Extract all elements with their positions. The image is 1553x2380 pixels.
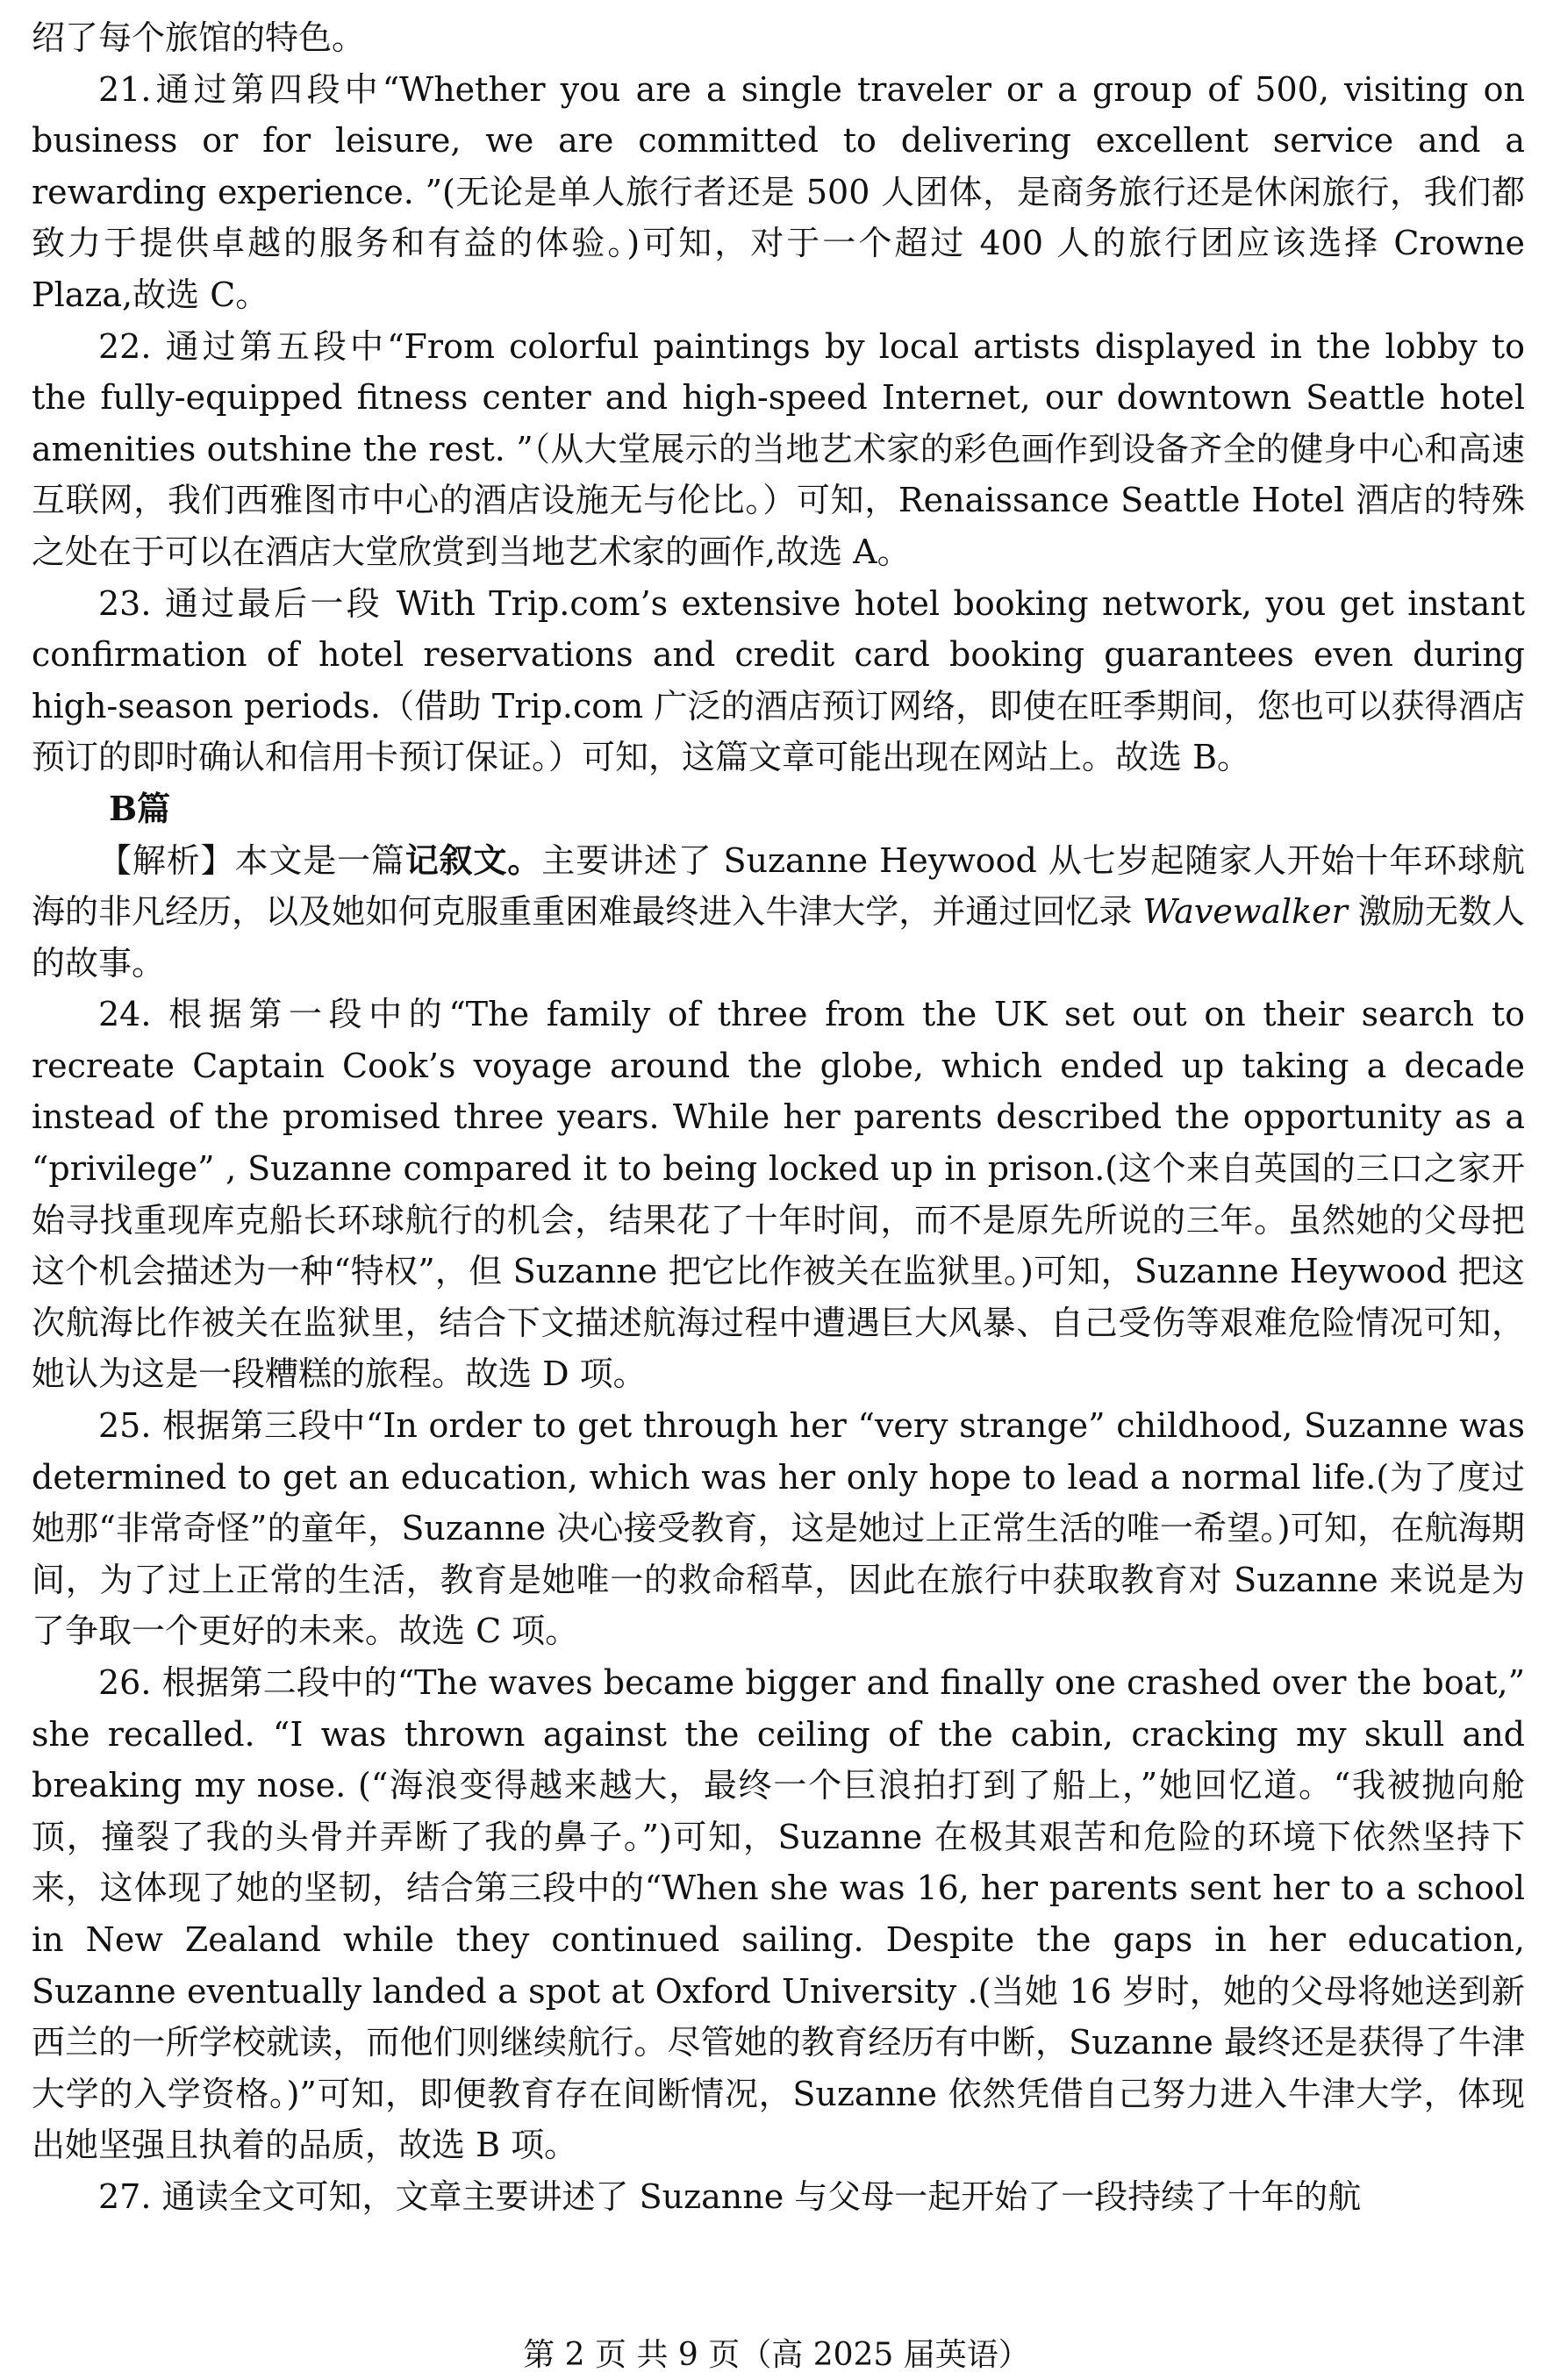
page-footer: 第 2 页 共 9 页（高 2025 届英语） bbox=[523, 2337, 1030, 2373]
analysis-prefix: 【解析】本文是一篇 bbox=[98, 840, 405, 880]
answer-27: 27. 通读全文可知，文章主要讲述了 Suzanne 与父母一起开始了一段持续了十年的航 bbox=[98, 2176, 1362, 2216]
answer-25: 25. 根据第三段中“In order to get through her “very strange” childhood, Suzanne was determined to get an education, which was her only hope to lead a normal life.(为了度过她那“非常奇怪”的童年，Suzanne 决心接受教育，这是她过上正常生活的唯一希望。)可知，在航海期间，为了过上正常的生活，教育是她唯一的救命稻草，因此在旅行中获取教育对 Suzanne 来说是为了争取一个更好的未来。故选 C 项。 bbox=[32, 1406, 1525, 1651]
answer-21: 21.通过第四段中“Whether you are a single traveler or a group of 500, visiting on business or for leisure, we are committed to delivering excellent service and a rewarding experience. ”(无论是单人旅行者还是 500 人团体，是商务旅行还是休闲旅行，我们都致力于提供卓越的服务和有益的体验。)可知，对于一个超过 400 人的旅行团应该选择 Crowne Plaza,故选 C。 bbox=[32, 69, 1525, 314]
analysis-body: 主要讲述了 Suzanne Heywood 从七岁起随家人开始十年环球航海的非凡经历，以及她如何克服重重困难最终进入牛津大学，并通过回忆录 bbox=[32, 840, 1525, 932]
paragraph-continuation: 绍了每个旅馆的特色。 bbox=[32, 18, 366, 57]
section-b-title: B篇 bbox=[109, 788, 171, 828]
analysis-suffix: 激励无数人的故事。 bbox=[32, 892, 1525, 983]
section-b-analysis bbox=[32, 835, 1525, 990]
answer-24: 24. 根据第一段中的“The family of three from the UK set out on their search to recreate Captain Cook’s voyage around the globe, which ended up taking a decade instead of the promised three years. While her parents described the opportunity as a “privilege” , Suzanne compared it to being locked up in prison.(这个来自英国的三口之家开始寻找重现库克船长环球航行的机会，结果花了十年时间，而不是原先所说的三年。虽然她的父母把这个机会描述为一种“特权”，但 Suzanne 把它比作被关在监狱里。)可知，Suzanne Heywood 把这次航海比作被关在监狱里，结合下文描述航海过程中遭遇巨大风暴、自己受伤等艰难危险情况可知，她认为这是一段糟糕的旅程。故选 D 项。 bbox=[32, 995, 1525, 1394]
memoir-title: Wavewalker bbox=[1142, 892, 1348, 932]
analysis-genre: 记叙文。 bbox=[404, 840, 542, 880]
answer-23: 23. 通过最后一段 With Trip.com’s extensive hotel booking network, you get instant confirmation of hotel reservations and credit card booking guarantees even during high-season periods.（借助 Trip.com 广泛的酒店预订网络，即使在旺季期间，您也可以获得酒店预订的即时确认和信用卡预订保证。）可知，这篇文章可能出现在网站上。故选 B。 bbox=[32, 583, 1525, 777]
answer-26: 26. 根据第二段中的“The waves became bigger and finally one crashed over the boat,” she recalled. “I was thrown against the ceiling of the cabin, cracking my skull and breaking my nose. (“海浪变得越来越大，最终一个巨浪拍打到了船上，”她回忆道。“我被抛向舱顶，撞裂了我的头骨并弄断了我的鼻子。”)可知，Suzanne 在极其艰苦和危险的环境下依然坚持下来，这体现了她的坚韧，结合第三段中的“When she was 16, her parents sent her to a school in New Zealand while they continued sailing. Despite the gaps in her education, Suzanne eventually landed a spot at Oxford University .(当她 16 岁时，她的父母将她送到新西兰的一所学校就读，而他们则继续航行。尽管她的教育经历有中断，Suzanne 最终还是获得了牛津大学的入学资格。)”可知，即便教育存在间断情况，Suzanne 依然凭借自己努力进入牛津大学，体现出她坚强且执着的品质，故选 B 项。 bbox=[32, 1663, 1525, 2165]
answer-22: 22. 通过第五段中“From colorful paintings by local artists displayed in the lobby to the fully-equipped fitness center and high-speed Internet, our downtown Seattle hotel amenities outshine the rest. ”（从大堂展示的当地艺术家的彩色画作到设备齐全的健身中心和高速互联网，我们西雅图市中心的酒店设施无与伦比。）可知，Renaissance Seattle Hotel 酒店的特殊之处在于可以在酒店大堂欣赏到当地艺术家的画作,故选 A。 bbox=[32, 326, 1525, 571]
